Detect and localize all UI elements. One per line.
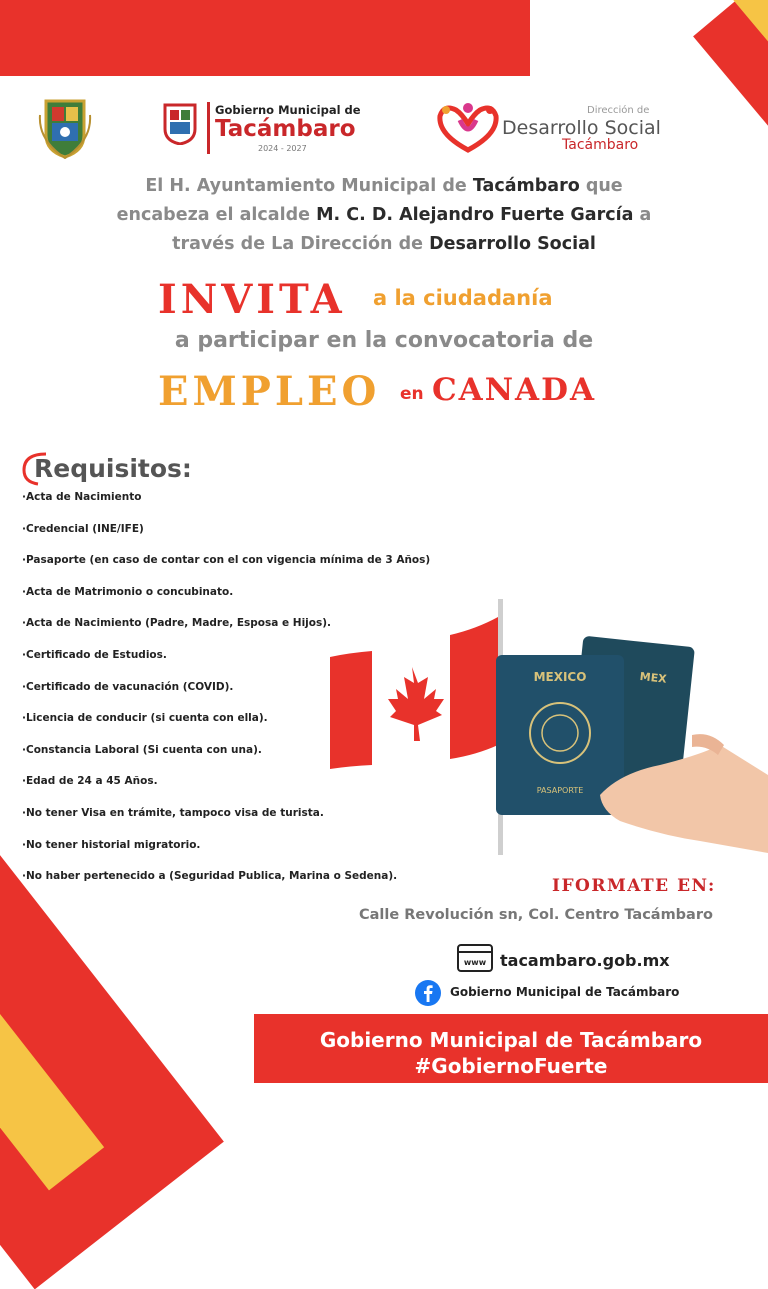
top-right-red-stripe — [693, 0, 768, 266]
ciudadania-text: a la ciudadanía — [373, 286, 553, 310]
tacambaro-shield-icon — [163, 103, 197, 145]
empleo-heading: EMPLEO — [158, 368, 381, 415]
facebook-page-name[interactable]: Gobierno Municipal de Tacámbaro — [450, 985, 680, 999]
address-text: Calle Revolución sn, Col. Centro Tacámbaro — [359, 907, 713, 923]
municipality-name: Tacámbaro — [472, 176, 580, 196]
department-name: Desarrollo Social — [429, 234, 596, 254]
website-link[interactable]: tacambaro.gob.mx — [500, 951, 670, 970]
requisitos-title: Requisitos: — [34, 454, 192, 483]
gob-logo-name: Tacámbaro — [215, 116, 356, 142]
requirement-item: ·Acta de Nacimiento — [22, 491, 142, 503]
people-heart-icon — [432, 100, 504, 154]
gob-logo-line1: Gobierno Municipal de — [215, 103, 361, 117]
canada-heading: CANADA — [432, 372, 597, 408]
requirement-item: ·No haber pertenecido a (Seguridad Publica, Marina o Sedena). — [22, 870, 398, 883]
gobierno-municipal-logo — [163, 100, 363, 156]
municipal-coat-of-arms-icon — [38, 95, 92, 159]
desarrollo-social-logo — [432, 100, 662, 156]
facebook-icon — [414, 979, 442, 1007]
svg-text:www: www — [463, 958, 487, 967]
participar-text: a participar en la convocatoria de — [174, 328, 594, 353]
requirement-item: ·Constancia Laboral (Si cuenta con una). — [22, 743, 262, 756]
mayor-name: M. C. D. Alejandro Fuerte García — [316, 205, 634, 225]
requirement-item: ·Acta de Matrimonio o concubinato. — [22, 585, 234, 598]
requirement-item: ·No tener historial migratorio. — [22, 838, 201, 851]
requirement-item: ·Certificado de Estudios. — [22, 648, 167, 661]
requirement-item: ·Acta de Nacimiento (Padre, Madre, Esposa e Hijos). — [22, 617, 332, 630]
www-icon — [457, 944, 493, 974]
svg-text:MEXICO: MEXICO — [533, 670, 587, 684]
invita-heading: INVITA — [158, 276, 346, 323]
requirement-item: ·Certificado de vacunación (COVID). — [22, 680, 234, 693]
logo-divider — [207, 102, 210, 154]
top-left-red-band — [0, 0, 530, 76]
ds-logo-line2: Desarrollo Social — [502, 117, 661, 139]
canada-flag-icon — [330, 599, 503, 855]
svg-text:PASAPORTE: PASAPORTE — [536, 786, 584, 795]
requirement-item: ·Pasaporte (en caso de contar con el con vigencia mínima de 3 Años) — [22, 554, 431, 567]
intro-line-2: encabeza el alcalde M. C. D. Alejandro Fuerte García a — [116, 205, 652, 225]
ds-logo-line1: Dirección de — [587, 105, 650, 116]
gob-logo-period: 2024 - 2027 — [258, 144, 307, 153]
requirement-item: ·Credencial (INE/IFE) — [22, 522, 144, 535]
informate-heading: IFORMATE EN: — [552, 876, 716, 896]
intro-line-3: través de La Dirección de Desarrollo Social — [172, 234, 596, 254]
requirement-item: ·Edad de 24 a 45 Años. — [22, 775, 158, 788]
ds-logo-line3: Tacámbaro — [562, 137, 639, 153]
canada-flag-passport-illustration — [320, 595, 768, 855]
footer-title: Gobierno Municipal de Tacámbaro — [319, 1028, 703, 1052]
en-text: en — [400, 384, 424, 404]
intro-line-1: El H. Ayuntamiento Municipal de Tacámbaro que — [145, 176, 623, 196]
svg-text:MEX: MEX — [639, 669, 668, 686]
requirement-item: ·Licencia de conducir (si cuenta con ella). — [22, 712, 268, 725]
requirement-item: ·No tener Visa en trámite, tampoco visa de turista. — [22, 806, 324, 819]
footer-hashtag: #GobiernoFuerte — [414, 1054, 608, 1078]
